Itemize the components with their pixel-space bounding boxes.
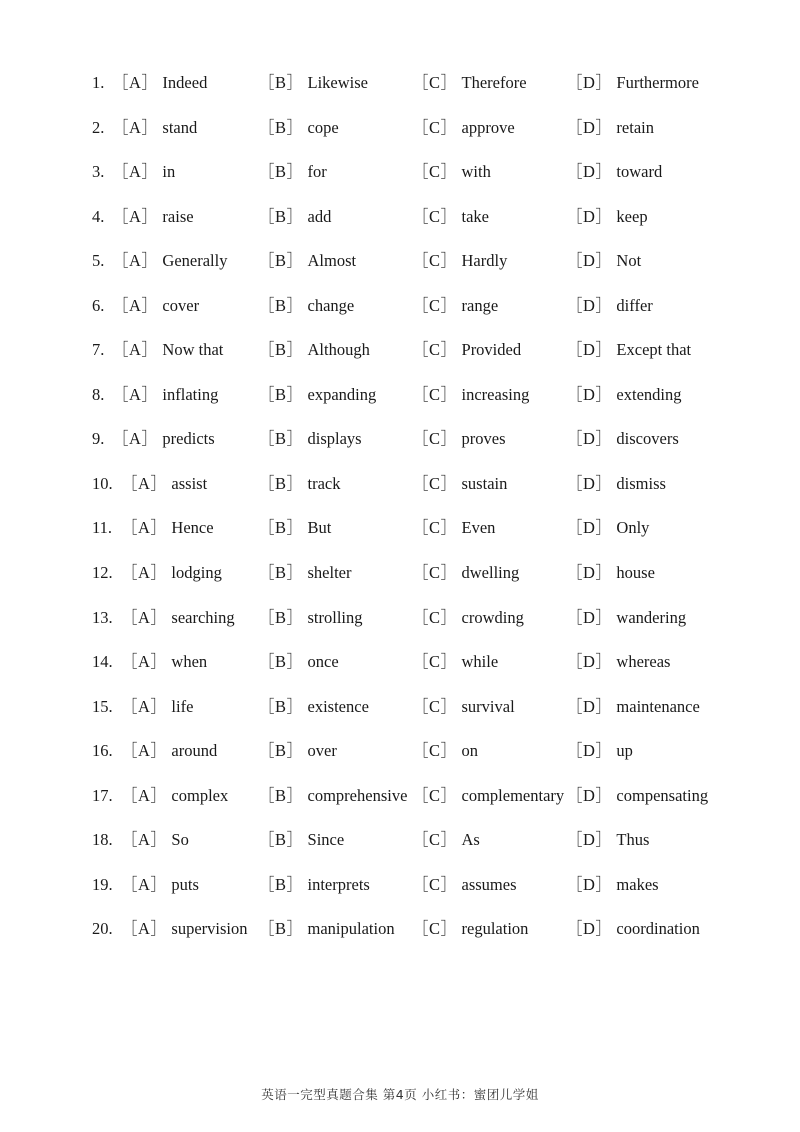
option-text: approve — [461, 117, 515, 137]
option-d — [566, 470, 666, 498]
question-number: 18. — [92, 830, 113, 850]
option-letter: ［C］ — [412, 919, 458, 939]
question-row — [92, 69, 792, 114]
option-text: complex — [171, 785, 229, 805]
option-a — [112, 114, 197, 142]
option-text: Not — [616, 251, 642, 271]
option-c — [412, 514, 495, 542]
option-d — [566, 737, 633, 765]
question-row — [92, 203, 792, 248]
option-b — [258, 425, 362, 453]
option-letter: ［B］ — [258, 73, 304, 92]
option-letter: ［D］ — [566, 117, 613, 137]
question-number: 14. — [92, 652, 113, 672]
option-letter: ［C］ — [412, 652, 458, 672]
question-number: 15. — [92, 696, 113, 716]
option-a — [112, 336, 223, 364]
option-text: Now that — [162, 340, 224, 360]
option-text: regulation — [461, 919, 529, 939]
option-text: differ — [616, 295, 653, 315]
option-text: retain — [616, 117, 654, 137]
question-number: 2. — [92, 117, 105, 137]
option-letter: ［D］ — [566, 563, 613, 583]
option-text: Generally — [162, 251, 228, 271]
option-letter: ［A］ — [121, 696, 168, 716]
option-text: keep — [616, 206, 648, 226]
option-d — [566, 425, 679, 453]
option-d — [566, 559, 655, 587]
option-a — [112, 425, 215, 453]
option-b — [258, 782, 407, 810]
option-text: displays — [307, 429, 362, 449]
option-d — [566, 69, 699, 97]
option-text: discovers — [616, 429, 679, 449]
option-d — [566, 915, 700, 943]
option-text: searching — [171, 607, 235, 627]
question-row — [92, 114, 792, 159]
option-letter: ［C］ — [412, 785, 458, 805]
option-letter: ［D］ — [566, 919, 613, 939]
option-letter: ［D］ — [566, 830, 613, 850]
option-d — [566, 292, 653, 320]
option-text: cope — [307, 117, 339, 137]
option-text: stand — [162, 117, 198, 137]
option-c — [412, 69, 527, 97]
option-b — [258, 693, 369, 721]
question-row — [92, 648, 792, 693]
option-letter: ［A］ — [112, 384, 159, 404]
option-letter: ［D］ — [566, 295, 613, 315]
question-number: 12. — [92, 563, 113, 583]
option-c — [412, 693, 515, 721]
option-text: Hence — [171, 518, 214, 538]
question-number: 7. — [92, 340, 105, 360]
option-c — [412, 114, 515, 142]
option-letter: ［B］ — [258, 251, 304, 271]
option-text: cover — [162, 295, 200, 315]
option-text: Although — [307, 340, 370, 360]
option-b — [258, 336, 370, 364]
option-d — [566, 158, 662, 186]
option-letter: ［B］ — [258, 162, 304, 182]
option-letter: ［C］ — [412, 295, 458, 315]
option-text: Even — [461, 518, 496, 538]
option-text: once — [307, 652, 339, 672]
option-letter: ［B］ — [258, 830, 304, 850]
option-text: sustain — [461, 473, 508, 493]
option-letter: ［C］ — [412, 117, 458, 137]
option-letter: ［D］ — [566, 518, 613, 538]
option-letter: ［B］ — [258, 652, 304, 672]
option-letter: ［A］ — [112, 340, 159, 360]
option-letter: ［B］ — [258, 563, 304, 583]
option-text: interprets — [307, 874, 370, 894]
option-text: crowding — [461, 607, 524, 627]
option-text: comprehensive — [307, 785, 408, 805]
option-text: wandering — [616, 607, 687, 627]
option-text: strolling — [307, 607, 363, 627]
option-b — [258, 470, 341, 498]
option-c — [412, 648, 498, 676]
option-text: for — [307, 162, 327, 182]
option-text: coordination — [616, 919, 700, 939]
option-b — [258, 158, 327, 186]
option-text: life — [171, 696, 194, 716]
option-letter: ［A］ — [121, 830, 168, 850]
option-letter: ［C］ — [412, 384, 458, 404]
option-letter: ［C］ — [412, 563, 458, 583]
option-letter: ［C］ — [412, 206, 458, 226]
option-c — [412, 915, 528, 943]
option-letter: ［A］ — [121, 607, 168, 627]
option-letter: ［C］ — [412, 473, 458, 493]
option-letter: ［A］ — [112, 206, 159, 226]
question-row — [92, 782, 792, 827]
option-b — [258, 203, 331, 231]
option-letter: ［A］ — [112, 295, 159, 315]
option-letter: ［A］ — [112, 251, 159, 271]
option-text: range — [461, 295, 499, 315]
option-letter: ［D］ — [566, 251, 613, 271]
option-letter: ［A］ — [121, 652, 168, 672]
option-c — [412, 247, 507, 275]
option-b — [258, 737, 337, 765]
option-c — [412, 782, 564, 810]
option-text: So — [171, 830, 189, 850]
option-b — [258, 871, 370, 899]
option-letter: ［D］ — [566, 162, 613, 182]
option-d — [566, 648, 670, 676]
option-letter: ［D］ — [566, 429, 613, 449]
option-a — [121, 559, 222, 587]
option-a — [121, 470, 207, 498]
option-text: Furthermore — [616, 73, 699, 92]
option-letter: ［D］ — [566, 741, 613, 761]
question-row — [92, 826, 792, 871]
option-letter: ［D］ — [566, 652, 613, 672]
option-letter: ［D］ — [566, 696, 613, 716]
question-number: 13. — [92, 607, 113, 627]
option-text: while — [461, 652, 499, 672]
option-letter: ［D］ — [566, 874, 613, 894]
option-letter: ［B］ — [258, 206, 304, 226]
option-letter: ［C］ — [412, 741, 458, 761]
option-letter: ［B］ — [258, 117, 304, 137]
option-text: Hardly — [461, 251, 508, 271]
question-row — [92, 915, 792, 960]
option-letter: ［A］ — [121, 563, 168, 583]
question-row — [92, 158, 792, 203]
option-letter: ［A］ — [121, 518, 168, 538]
option-text: Indeed — [162, 73, 208, 92]
option-text: take — [461, 206, 489, 226]
option-text: dwelling — [461, 563, 520, 583]
option-text: Since — [307, 830, 345, 850]
option-letter: ［B］ — [258, 874, 304, 894]
question-number: 10. — [92, 473, 113, 493]
option-d — [566, 381, 682, 409]
option-letter: ［A］ — [112, 73, 159, 92]
option-letter: ［C］ — [412, 251, 458, 271]
option-c — [412, 737, 478, 765]
option-text: lodging — [171, 563, 222, 583]
option-text: extending — [616, 384, 682, 404]
option-letter: ［C］ — [412, 830, 458, 850]
question-number: 3. — [92, 162, 105, 182]
option-text: house — [616, 563, 655, 583]
option-d — [566, 203, 648, 231]
option-d — [566, 247, 641, 275]
option-d — [566, 782, 708, 810]
option-a — [121, 648, 207, 676]
option-text: toward — [616, 162, 663, 182]
option-text: predicts — [162, 429, 215, 449]
page-footer: 英语一完型真题合集 第4页 小红书：蜜团儿学姐 — [261, 1087, 539, 1102]
option-text: As — [461, 830, 480, 850]
option-a — [112, 381, 218, 409]
option-text: Only — [616, 518, 650, 538]
option-c — [412, 425, 506, 453]
option-letter: ［C］ — [412, 518, 458, 538]
option-a — [121, 826, 189, 854]
question-row — [92, 559, 792, 604]
option-letter: ［D］ — [566, 73, 613, 92]
option-b — [258, 604, 363, 632]
option-text: compensating — [616, 785, 709, 805]
option-d — [566, 871, 659, 899]
option-b — [258, 648, 339, 676]
option-letter: ［A］ — [121, 874, 168, 894]
option-d — [566, 826, 649, 854]
option-letter: ［C］ — [412, 162, 458, 182]
option-a — [112, 69, 207, 97]
option-text: dismiss — [616, 473, 666, 493]
option-d — [566, 114, 654, 142]
option-letter: ［B］ — [258, 696, 304, 716]
option-text: in — [162, 162, 176, 182]
option-text: change — [307, 295, 355, 315]
option-d — [566, 693, 700, 721]
option-a — [121, 915, 248, 943]
option-c — [412, 203, 489, 231]
option-c — [412, 871, 517, 899]
question-number: 4. — [92, 206, 105, 226]
option-text: increasing — [461, 384, 530, 404]
question-number: 1. — [92, 73, 105, 92]
option-b — [258, 381, 376, 409]
option-text: Therefore — [461, 73, 527, 92]
option-letter: ［B］ — [258, 473, 304, 493]
option-text: But — [307, 518, 332, 538]
option-text: makes — [616, 874, 659, 894]
option-text: manipulation — [307, 919, 395, 939]
option-a — [112, 247, 227, 275]
option-letter: ［A］ — [121, 919, 168, 939]
option-letter: ［B］ — [258, 340, 304, 360]
option-c — [412, 559, 519, 587]
option-letter: ［D］ — [566, 206, 613, 226]
question-row — [92, 336, 792, 381]
option-b — [258, 292, 354, 320]
option-text: when — [171, 652, 208, 672]
option-text: with — [461, 162, 491, 182]
option-letter: ［C］ — [412, 73, 458, 92]
question-list — [92, 69, 792, 960]
option-a — [121, 737, 217, 765]
option-text: over — [307, 741, 337, 761]
option-letter: ［B］ — [258, 607, 304, 627]
option-text: Provided — [461, 340, 522, 360]
question-row — [92, 470, 792, 515]
option-letter: ［D］ — [566, 607, 613, 627]
option-letter: ［A］ — [112, 117, 159, 137]
option-b — [258, 514, 331, 542]
option-a — [121, 693, 193, 721]
option-text: puts — [171, 874, 199, 894]
option-text: Likewise — [307, 73, 368, 92]
option-letter: ［B］ — [258, 919, 304, 939]
option-text: expanding — [307, 384, 377, 404]
option-a — [121, 871, 199, 899]
option-letter: ［B］ — [258, 429, 304, 449]
option-letter: ［C］ — [412, 607, 458, 627]
question-row — [92, 381, 792, 426]
option-d — [566, 604, 686, 632]
question-number: 19. — [92, 874, 113, 894]
option-letter: ［B］ — [258, 741, 304, 761]
option-letter: ［A］ — [121, 785, 168, 805]
option-a — [112, 203, 194, 231]
option-text: supervision — [171, 919, 248, 939]
option-text: Thus — [616, 830, 650, 850]
option-text: assumes — [461, 874, 517, 894]
option-b — [258, 247, 356, 275]
option-text: complementary — [461, 785, 565, 805]
option-text: track — [307, 473, 341, 493]
option-letter: ［B］ — [258, 384, 304, 404]
question-row — [92, 425, 792, 470]
option-d — [566, 336, 691, 364]
option-letter: ［C］ — [412, 340, 458, 360]
option-letter: ［A］ — [121, 473, 168, 493]
option-b — [258, 114, 339, 142]
option-text: add — [307, 206, 332, 226]
question-number: 8. — [92, 384, 105, 404]
option-letter: ［D］ — [566, 384, 613, 404]
option-b — [258, 915, 395, 943]
question-number: 11. — [92, 518, 113, 538]
option-text: assist — [171, 473, 208, 493]
option-letter: ［A］ — [112, 429, 159, 449]
option-b — [258, 826, 344, 854]
option-c — [412, 292, 498, 320]
option-text: proves — [461, 429, 506, 449]
option-text: survival — [461, 696, 515, 716]
option-text: whereas — [616, 652, 671, 672]
question-number: 17. — [92, 785, 113, 805]
question-number: 16. — [92, 741, 113, 761]
option-text: raise — [162, 206, 194, 226]
option-c — [412, 604, 524, 632]
option-a — [121, 782, 228, 810]
option-c — [412, 381, 529, 409]
option-text: inflating — [162, 384, 219, 404]
question-row — [92, 737, 792, 782]
question-number: 20. — [92, 919, 113, 939]
option-c — [412, 826, 480, 854]
option-letter: ［C］ — [412, 429, 458, 449]
question-number: 5. — [92, 251, 105, 271]
option-b — [258, 69, 368, 97]
option-a — [112, 292, 199, 320]
option-a — [121, 604, 235, 632]
option-text: up — [616, 741, 633, 761]
option-c — [412, 336, 521, 364]
question-row — [92, 292, 792, 337]
question-row — [92, 514, 792, 559]
option-a — [121, 514, 214, 542]
option-letter: ［D］ — [566, 785, 613, 805]
option-text: existence — [307, 696, 369, 716]
option-d — [566, 514, 649, 542]
option-c — [412, 470, 507, 498]
option-letter: ［B］ — [258, 518, 304, 538]
option-letter: ［C］ — [412, 874, 458, 894]
option-c — [412, 158, 491, 186]
option-b — [258, 559, 352, 587]
option-letter: ［D］ — [566, 340, 613, 360]
option-text: maintenance — [616, 696, 700, 716]
question-number: 9. — [92, 429, 105, 449]
option-letter: ［C］ — [412, 696, 458, 716]
option-a — [112, 158, 175, 186]
option-text: around — [171, 741, 218, 761]
option-letter: ［D］ — [566, 473, 613, 493]
option-letter: ［A］ — [121, 741, 168, 761]
option-text: on — [461, 741, 479, 761]
question-number: 6. — [92, 295, 105, 315]
option-letter: ［B］ — [258, 785, 304, 805]
question-row — [92, 604, 792, 649]
question-row — [92, 247, 792, 292]
option-letter: ［A］ — [112, 162, 159, 182]
question-row — [92, 871, 792, 916]
option-text: shelter — [307, 563, 352, 583]
option-text: Almost — [307, 251, 357, 271]
question-row — [92, 693, 792, 738]
option-text: Except that — [616, 340, 692, 360]
option-letter: ［B］ — [258, 295, 304, 315]
